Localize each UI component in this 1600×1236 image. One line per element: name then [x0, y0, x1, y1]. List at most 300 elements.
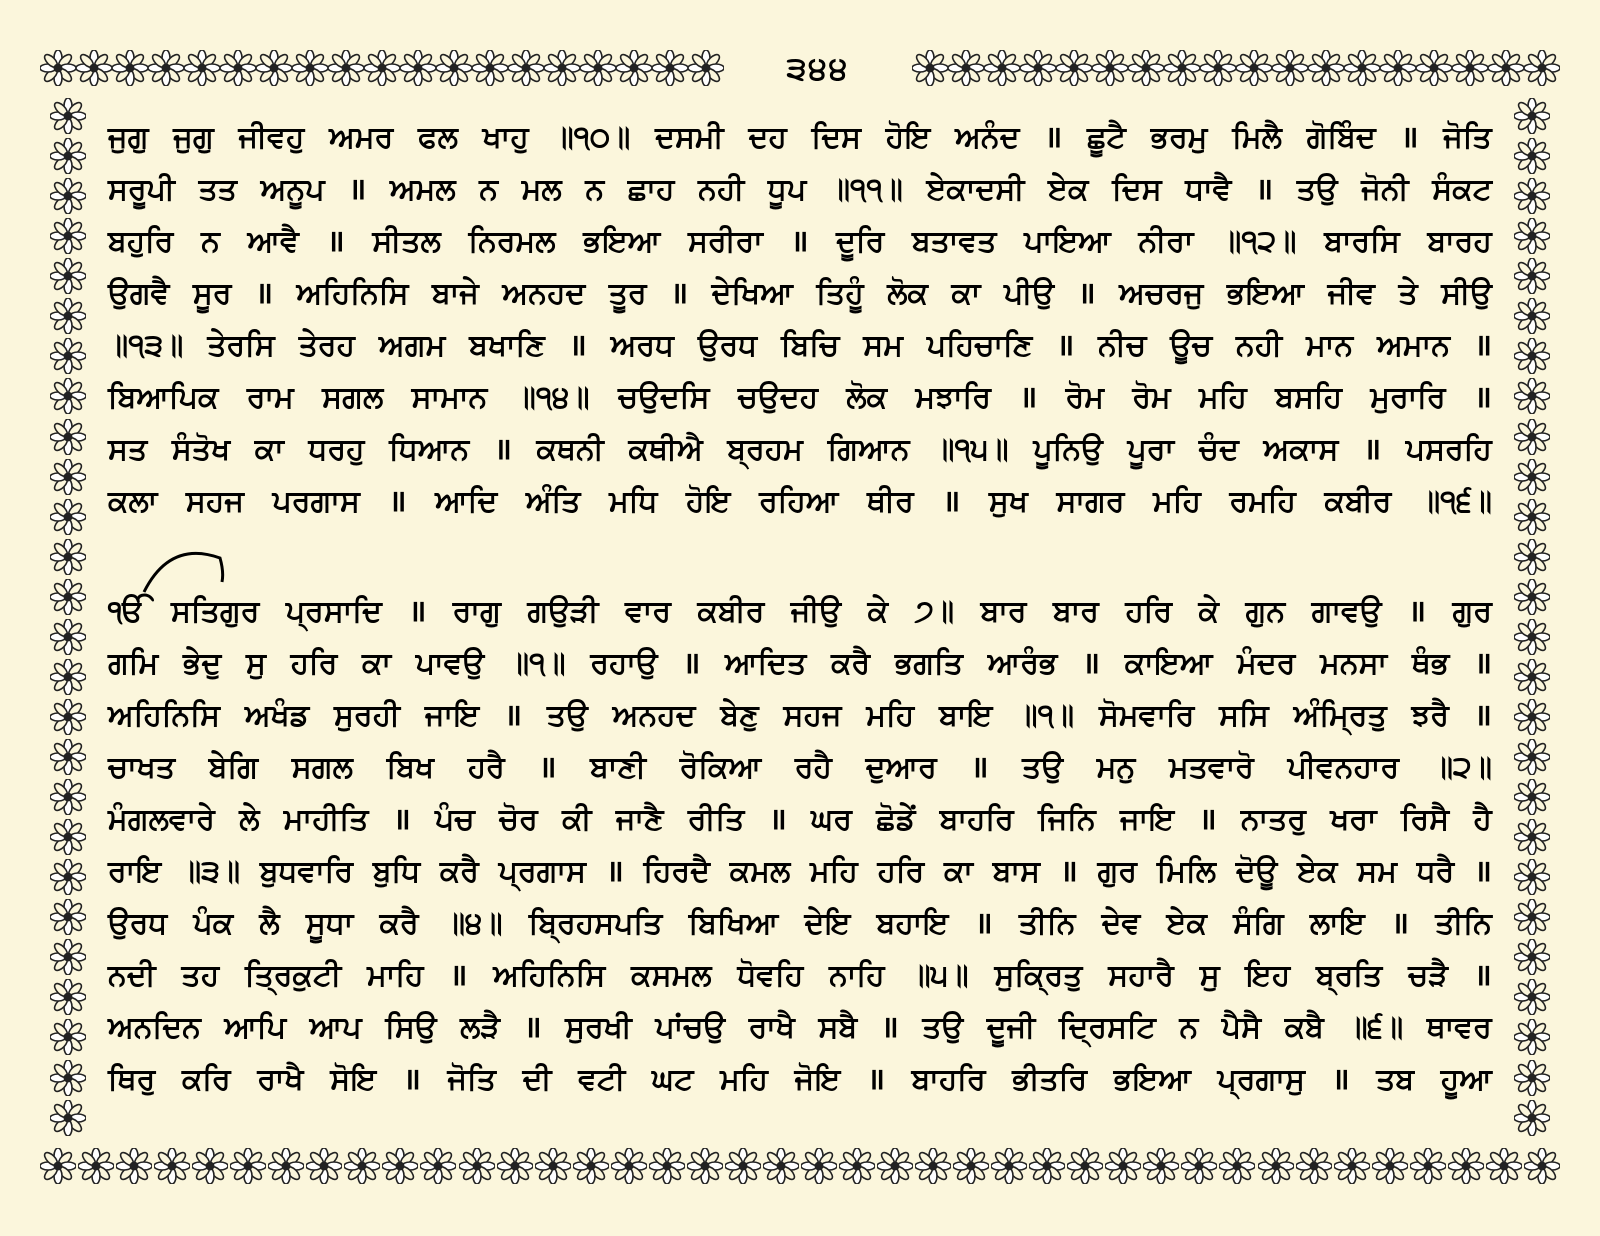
word: ਭਇਆ — [1113, 1062, 1191, 1097]
text-line — [108, 1054, 1492, 1106]
word: ਬਾਇ — [939, 698, 993, 733]
word: ॥ — [970, 750, 989, 785]
word: ਅਨੂਪ — [260, 172, 325, 207]
word: ਮਨਸਾ — [1320, 646, 1388, 681]
word: ਹੋਇ — [686, 484, 731, 519]
word: ਬਖਾਣਿ — [469, 328, 545, 363]
flower-ornament-icon — [306, 1148, 342, 1184]
flower-ornament-icon — [50, 539, 86, 575]
word: ਸਰੂਪੀ — [108, 172, 175, 207]
word: ॥ — [348, 172, 367, 207]
word: ਦੇਵ — [1101, 906, 1141, 941]
flower-ornament-icon — [1344, 50, 1380, 86]
word: ਤੀਨਿ — [1435, 906, 1492, 941]
word: ਤਉ — [1022, 750, 1064, 785]
flower-ornament-icon — [220, 50, 256, 86]
flower-ornament-icon — [763, 1148, 799, 1184]
word: ਬਤਾਵਤ — [911, 224, 997, 259]
word: ਰੀਤਿ — [687, 802, 745, 837]
word: ਲੈ — [259, 906, 280, 941]
word: ਉਰਧ — [108, 906, 168, 941]
flower-ornament-icon — [50, 699, 86, 735]
flower-ornament-icon — [1514, 739, 1550, 775]
top-border — [40, 40, 1560, 96]
word: ਮਹਿ — [809, 854, 858, 889]
flower-ornament-icon — [953, 1148, 989, 1184]
word: ਗਾਵਉ — [1311, 594, 1382, 629]
word: ॥੩॥ — [180, 854, 241, 889]
word: ਬੇਗਿ — [208, 750, 259, 785]
word: ਪੂਰਾ — [1127, 432, 1175, 467]
paragraph-gap — [108, 528, 1492, 586]
top-border-left-group — [40, 50, 724, 86]
flower-ornament-icon — [40, 1148, 76, 1184]
word: ਨਦੀ — [108, 958, 156, 993]
word: ਬੁਧਿ — [372, 854, 421, 889]
word: ਮਿਲਿ — [1156, 854, 1217, 889]
word: ਧਿਆਨ — [389, 432, 470, 467]
word: ਸੁਰਹੀ — [334, 698, 401, 733]
word: ॥ — [768, 802, 787, 837]
word: ਕਾ — [362, 646, 392, 681]
word: ਸਮ — [863, 328, 903, 363]
word: ਦਸਮੀ — [655, 120, 724, 155]
word: ਧਰਹੁ — [308, 432, 365, 467]
word: ਹੂਆ — [1440, 1062, 1492, 1097]
word: ਸਮ — [1357, 854, 1397, 889]
word: ਰੋਮ — [1065, 380, 1104, 415]
word: ॥ — [1255, 172, 1274, 207]
text-line — [108, 794, 1492, 846]
word: ਨ — [585, 172, 605, 207]
flower-ornament-icon — [801, 1148, 837, 1184]
flower-ornament-icon — [1514, 539, 1550, 575]
word: ਅੰਤਿ — [525, 484, 581, 519]
word: ਗੁਨ — [1245, 594, 1286, 629]
flower-ornament-icon — [50, 1060, 86, 1096]
word: ਜੋਤਿ — [447, 1062, 496, 1097]
flower-ornament-icon — [1524, 1148, 1560, 1184]
word: ਜੀਉ — [790, 594, 842, 629]
word: ਗਮਿ — [108, 646, 159, 681]
word: ਅਮਲ — [389, 172, 456, 207]
flower-ornament-icon — [535, 1148, 571, 1184]
word: ਬਾਰ — [1052, 594, 1099, 629]
flower-ornament-icon — [1514, 939, 1550, 975]
word: ਉਰਧ — [697, 328, 758, 363]
word: ਅਨਹਦ — [612, 698, 696, 733]
word: ॥੧॥ — [1017, 698, 1075, 733]
word: ॥ — [1331, 1062, 1350, 1097]
flower-ornament-icon — [1514, 298, 1550, 334]
word: ਲਾਇ — [1309, 906, 1365, 941]
word: ॥੧੨॥ — [1221, 224, 1297, 259]
word: ਮੁਰਾਰਿ — [1370, 380, 1446, 415]
word: ॥੧॥ — [508, 646, 566, 681]
flower-ornament-icon — [50, 899, 86, 935]
text-line — [108, 268, 1492, 320]
flower-ornament-icon — [1410, 1148, 1446, 1184]
flower-ornament-icon — [112, 50, 148, 86]
flower-ornament-icon — [50, 579, 86, 615]
word: ॥ — [1473, 854, 1492, 889]
word: ਕਰਿ — [181, 1062, 231, 1097]
word: ਪੈਸੈ — [1221, 1010, 1262, 1045]
flower-ornament-icon — [1514, 1060, 1550, 1096]
word: ॥ — [1473, 958, 1492, 993]
word: ॥੧੫॥ — [934, 432, 1009, 467]
word: ਦ੍ਰਿਸਟਿ — [1058, 1010, 1156, 1045]
flower-ornament-icon — [50, 739, 86, 775]
word: ਕਲਾ — [108, 484, 158, 519]
word: ॥ — [538, 750, 557, 785]
word: ਮਾਨ — [1306, 328, 1354, 363]
flower-ornament-icon — [1514, 338, 1550, 374]
flower-ornament-icon — [1514, 419, 1550, 455]
word: ਕਸਮਲ — [631, 958, 712, 993]
word: ਜੁਗੁ — [173, 120, 214, 155]
flower-ornament-icon — [420, 1148, 456, 1184]
bottom-border — [40, 1138, 1560, 1194]
word: ॥੧੩॥ — [108, 328, 184, 363]
word: ਉਗਵੈ — [108, 276, 170, 311]
text-line — [108, 372, 1492, 424]
word: ਤਿਹੂੰ — [816, 276, 864, 311]
word: ॥ — [1198, 802, 1217, 837]
word: ਮਨੁ — [1096, 750, 1136, 785]
word: ਸੰਤੋਖ — [171, 432, 231, 467]
word: ਸੁਰਖੀ — [565, 1010, 632, 1045]
word: ਰਹਾਉ — [590, 646, 658, 681]
word: ਰਾਖੈ — [257, 1062, 304, 1097]
flower-ornament-icon — [116, 1148, 152, 1184]
word: ਬਿਆਪਿਕ — [108, 380, 219, 415]
word: ਹਰੈ — [467, 750, 505, 785]
flower-ornament-icon — [1296, 1148, 1332, 1184]
word: ਸਗਲ — [291, 750, 353, 785]
word: ਹਰਿ — [877, 854, 925, 889]
word: ਅੰਮ੍ਰਿਤੁ — [1293, 698, 1387, 733]
word: ਫਲ — [418, 120, 458, 155]
word: ਤ੍ਰਿਕੁਟੀ — [245, 958, 342, 993]
word: ਸੰਕਟ — [1432, 172, 1492, 207]
word: ॥ — [1473, 380, 1492, 415]
flower-ornament-icon — [1143, 1148, 1179, 1184]
word: ਬਾਹਰਿ — [911, 1062, 986, 1097]
word: ਦੋਊ — [1235, 854, 1278, 889]
word: ਜਾਣੈ — [615, 802, 664, 837]
flower-ornament-icon — [1514, 699, 1550, 735]
word: ਭੀਤਰਿ — [1012, 1062, 1088, 1097]
flower-ornament-icon — [497, 1148, 533, 1184]
word: ਹੋਇ — [885, 120, 931, 155]
flower-ornament-icon — [50, 138, 86, 174]
word: ਆਪ — [309, 1010, 362, 1045]
word: ਰਹਿਆ — [759, 484, 839, 519]
flower-ornament-icon — [1514, 1100, 1550, 1136]
word: ਝਰੈ — [1411, 698, 1450, 733]
word: ਪੂਨਿਉ — [1033, 432, 1103, 467]
flower-ornament-icon — [472, 50, 508, 86]
flower-ornament-icon — [1524, 50, 1560, 86]
word: ॥ — [392, 802, 411, 837]
word: ੴ — [108, 594, 145, 629]
flower-ornament-icon — [1380, 50, 1416, 86]
word: ॥ — [974, 906, 993, 941]
word: ਤਤ — [198, 172, 238, 207]
word: ਤਬ — [1376, 1062, 1415, 1097]
flower-ornament-icon — [400, 50, 436, 86]
word: ਥਾਵਰ — [1426, 1010, 1492, 1045]
word: ਖਾਹੁ — [482, 120, 529, 155]
word: ਸਿਉ — [385, 1010, 437, 1045]
word: ॥੧੪॥ — [515, 380, 590, 415]
flower-ornament-icon — [725, 1148, 761, 1184]
flower-ornament-icon — [50, 378, 86, 414]
word: ਮਹਿ — [866, 698, 915, 733]
flower-ornament-icon — [611, 1148, 647, 1184]
word: ਦੇਖਿਆ — [711, 276, 793, 311]
flower-ornament-icon — [1056, 50, 1092, 86]
word: ਮਿਲੈ — [1232, 120, 1282, 155]
word: ਥੀਰ — [867, 484, 914, 519]
word: ਜੋਇ — [794, 1062, 841, 1097]
word: ਮੰਗਲਵਾਰੇ — [108, 802, 215, 837]
word: ਗੋਬਿੰਦ — [1306, 120, 1376, 155]
flower-ornament-icon — [1334, 1148, 1370, 1184]
word: ਦੇਇ — [804, 906, 851, 941]
flower-ornament-icon — [50, 258, 86, 294]
word: ਸਹਾਰੈ — [1108, 958, 1174, 993]
word: ਗਉੜੀ — [527, 594, 599, 629]
word: ਨ — [1179, 1010, 1199, 1045]
word: ਸਤ — [108, 432, 148, 467]
flower-ornament-icon — [915, 1148, 951, 1184]
word: ॥ — [1363, 432, 1382, 467]
word: ਜਾਇ — [424, 698, 480, 733]
word: ਸੀਉ — [1441, 276, 1492, 311]
word: ਅਨੰਦ — [955, 120, 1020, 155]
word: ਨਾਤਰੁ — [1240, 802, 1307, 837]
flower-ornament-icon — [1514, 178, 1550, 214]
word: ਦੁਆਰ — [865, 750, 937, 785]
flower-ornament-icon — [1514, 619, 1550, 655]
word: ਤਹ — [181, 958, 220, 993]
flower-ornament-icon — [50, 939, 86, 975]
word: ਪ੍ਰਗਾਸ — [498, 854, 587, 889]
word: ਛੂਟੈ — [1087, 120, 1126, 155]
word: ਨ — [201, 224, 220, 259]
flower-ornament-icon — [436, 50, 472, 86]
flower-ornament-icon — [76, 50, 112, 86]
flower-ornament-icon — [344, 1148, 380, 1184]
word: ਕਾਇਆ — [1124, 646, 1213, 681]
flower-ornament-icon — [40, 50, 76, 86]
word: ਸੁਖ — [988, 484, 1028, 519]
word: ॥ — [493, 432, 512, 467]
flower-ornament-icon — [50, 218, 86, 254]
word: ਕਮਲ — [729, 854, 791, 889]
word: ਪਰਗਾਸ — [272, 484, 360, 519]
word: ॥ — [1044, 120, 1063, 155]
flower-ornament-icon — [50, 779, 86, 815]
word: ॥ — [449, 958, 468, 993]
word: ਚੰਦ — [1198, 432, 1239, 467]
flower-ornament-icon — [1514, 138, 1550, 174]
word: ਮਹਿ — [1199, 380, 1247, 415]
word: ਬ੍ਰਤਿ — [1316, 958, 1383, 993]
word: ਪਸਰਹਿ — [1405, 432, 1492, 467]
word: ॥ — [326, 224, 345, 259]
word: ਸਸਿ — [1219, 698, 1269, 733]
flower-ornament-icon — [1514, 499, 1550, 535]
word: ਰਾਖੈ — [748, 1010, 795, 1045]
word: ਦੂਜੀ — [986, 1010, 1036, 1045]
word: ॥੧੧॥ — [829, 172, 903, 207]
word: ਤਉ — [1296, 172, 1338, 207]
flower-ornament-icon — [1514, 218, 1550, 254]
word: ਕਬੈ — [1284, 1010, 1324, 1045]
word: ਮੰਦਰ — [1237, 646, 1296, 681]
word: ਅਮਾਨ — [1377, 328, 1450, 363]
word: ਪਾਇਆ — [1024, 224, 1111, 259]
flower-ornament-icon — [268, 1148, 304, 1184]
flower-ornament-icon — [50, 298, 86, 334]
word: ਜਿਨਿ — [1038, 802, 1096, 837]
word: ॥ — [255, 276, 273, 311]
word: ॥ — [1077, 276, 1096, 311]
word: ਬਿਖ — [386, 750, 434, 785]
word: ਹਿਰਦੈ — [643, 854, 711, 889]
flower-ornament-icon — [50, 659, 86, 695]
right-border — [1504, 96, 1560, 1138]
flower-ornament-icon — [50, 98, 86, 134]
word: ਮਾਹੀਤਿ — [283, 802, 369, 837]
word: ਪ੍ਰਸਾਦਿ — [285, 594, 382, 629]
word: ਸੁ — [245, 646, 266, 681]
word: ਮਝਾਰਿ — [915, 380, 991, 415]
word: ਚਉਦਸਿ — [618, 380, 710, 415]
word: ॥੬॥ — [1347, 1010, 1404, 1045]
word: ਦਿਸ — [811, 120, 862, 155]
flower-ornament-icon — [230, 1148, 266, 1184]
word: ਲੋਕ — [846, 380, 888, 415]
flower-ornament-icon — [1236, 50, 1272, 86]
word: ਪਾਂਚਉ — [655, 1010, 726, 1045]
flower-ornament-icon — [1372, 1148, 1408, 1184]
word: ਮਤਵਾਰੋ — [1168, 750, 1254, 785]
flower-ornament-icon — [50, 178, 86, 214]
flower-ornament-icon — [148, 50, 184, 86]
word: ਛਾਹ — [627, 172, 675, 207]
word: ਕੇ — [867, 594, 889, 629]
text-line — [108, 476, 1492, 528]
word: ਕਬੀਰ — [1324, 484, 1392, 519]
word: ਭਇਆ — [583, 224, 661, 259]
word: ਛੋਡੇਂ — [876, 802, 916, 837]
flower-ornament-icon — [1272, 50, 1308, 86]
word: ਘਰ — [811, 802, 852, 837]
word: ਕਾ — [254, 432, 284, 467]
word: ॥੫॥ — [910, 958, 969, 993]
page-number: ੩੪੪ — [786, 49, 850, 87]
word: ॥ — [568, 328, 587, 363]
word: ਅਨਦਿਨ — [108, 1010, 201, 1045]
flower-ornament-icon — [1486, 1148, 1522, 1184]
word: ॥ — [880, 1010, 899, 1045]
word: ਪੀਵਨਹਾਰ — [1287, 750, 1400, 785]
word: ॥ — [670, 276, 689, 311]
word: ॥੧੬॥ — [1419, 484, 1492, 519]
text-line — [108, 690, 1492, 742]
flower-ornament-icon — [1514, 979, 1550, 1015]
word: ਦਿਸ — [1112, 172, 1162, 207]
word: ਹਰਿ — [290, 646, 338, 681]
flower-ornament-icon — [154, 1148, 190, 1184]
flower-ornament-icon — [912, 50, 948, 86]
word: ਤੇਰਸਿ — [207, 328, 275, 363]
flower-ornament-icon — [1258, 1148, 1294, 1184]
flower-ornament-icon — [839, 1148, 875, 1184]
flower-ornament-icon — [573, 1148, 609, 1184]
word: ਚਉਦਹ — [737, 380, 818, 415]
flower-ornament-icon — [50, 459, 86, 495]
text-line — [108, 424, 1492, 476]
word: ਅਖੰਡ — [244, 698, 310, 733]
word: ਸੋਇ — [330, 1062, 377, 1097]
word: ਬਿਚਿ — [781, 328, 840, 363]
word: ॥ — [605, 854, 624, 889]
flower-ornament-icon — [1308, 50, 1344, 86]
flower-ornament-icon — [1029, 1148, 1065, 1184]
word: ਬ੍ਰਹਮ — [727, 432, 803, 467]
word: ਬ੍ਰਿਹਸਪਤਿ — [528, 906, 663, 941]
word: ਕਥੀਐ — [628, 432, 703, 467]
word: ਮਾਹਿ — [367, 958, 424, 993]
word: ॥ — [408, 594, 427, 629]
flower-ornament-icon — [1219, 1148, 1255, 1184]
flower-ornament-icon — [192, 1148, 228, 1184]
word: ਏਕਾਦਸੀ — [926, 172, 1025, 207]
word: ਰਾਗੁ — [452, 594, 501, 629]
word: ਗਿਆਨ — [827, 432, 910, 467]
scripture-text — [108, 112, 1492, 1106]
word: ਧੋਵਹਿ — [737, 958, 804, 993]
flower-ornament-icon — [687, 1148, 723, 1184]
word: ਇਹ — [1245, 958, 1291, 993]
word: ਸੁਕ੍ਰਿਤੁ — [994, 958, 1083, 993]
word: ਆਦਿਤ — [725, 646, 807, 681]
word: ਸਗਲ — [322, 380, 384, 415]
word: ਭਗਤਿ — [894, 646, 963, 681]
text-line — [108, 846, 1492, 898]
flower-ornament-icon — [1514, 779, 1550, 815]
word: ਨ — [479, 172, 499, 207]
word: ਵਟੀ — [578, 1062, 626, 1097]
word: ਕਰੈ — [831, 646, 871, 681]
word: ਅਚਰਜੁ — [1119, 276, 1204, 311]
word: ਘਟ — [651, 1062, 694, 1097]
flower-ornament-icon — [364, 50, 400, 86]
word: ਧਾਵੈ — [1185, 172, 1232, 207]
flower-ornament-icon — [50, 499, 86, 535]
word: ਅਹਿਨਿਸਿ — [108, 698, 220, 733]
flower-ornament-icon — [50, 619, 86, 655]
word: ਬਹਾਇ — [876, 906, 949, 941]
word: ਪਾਵਉ — [415, 646, 485, 681]
word: ਆਵੈ — [247, 224, 299, 259]
word: ॥ — [866, 1062, 885, 1097]
